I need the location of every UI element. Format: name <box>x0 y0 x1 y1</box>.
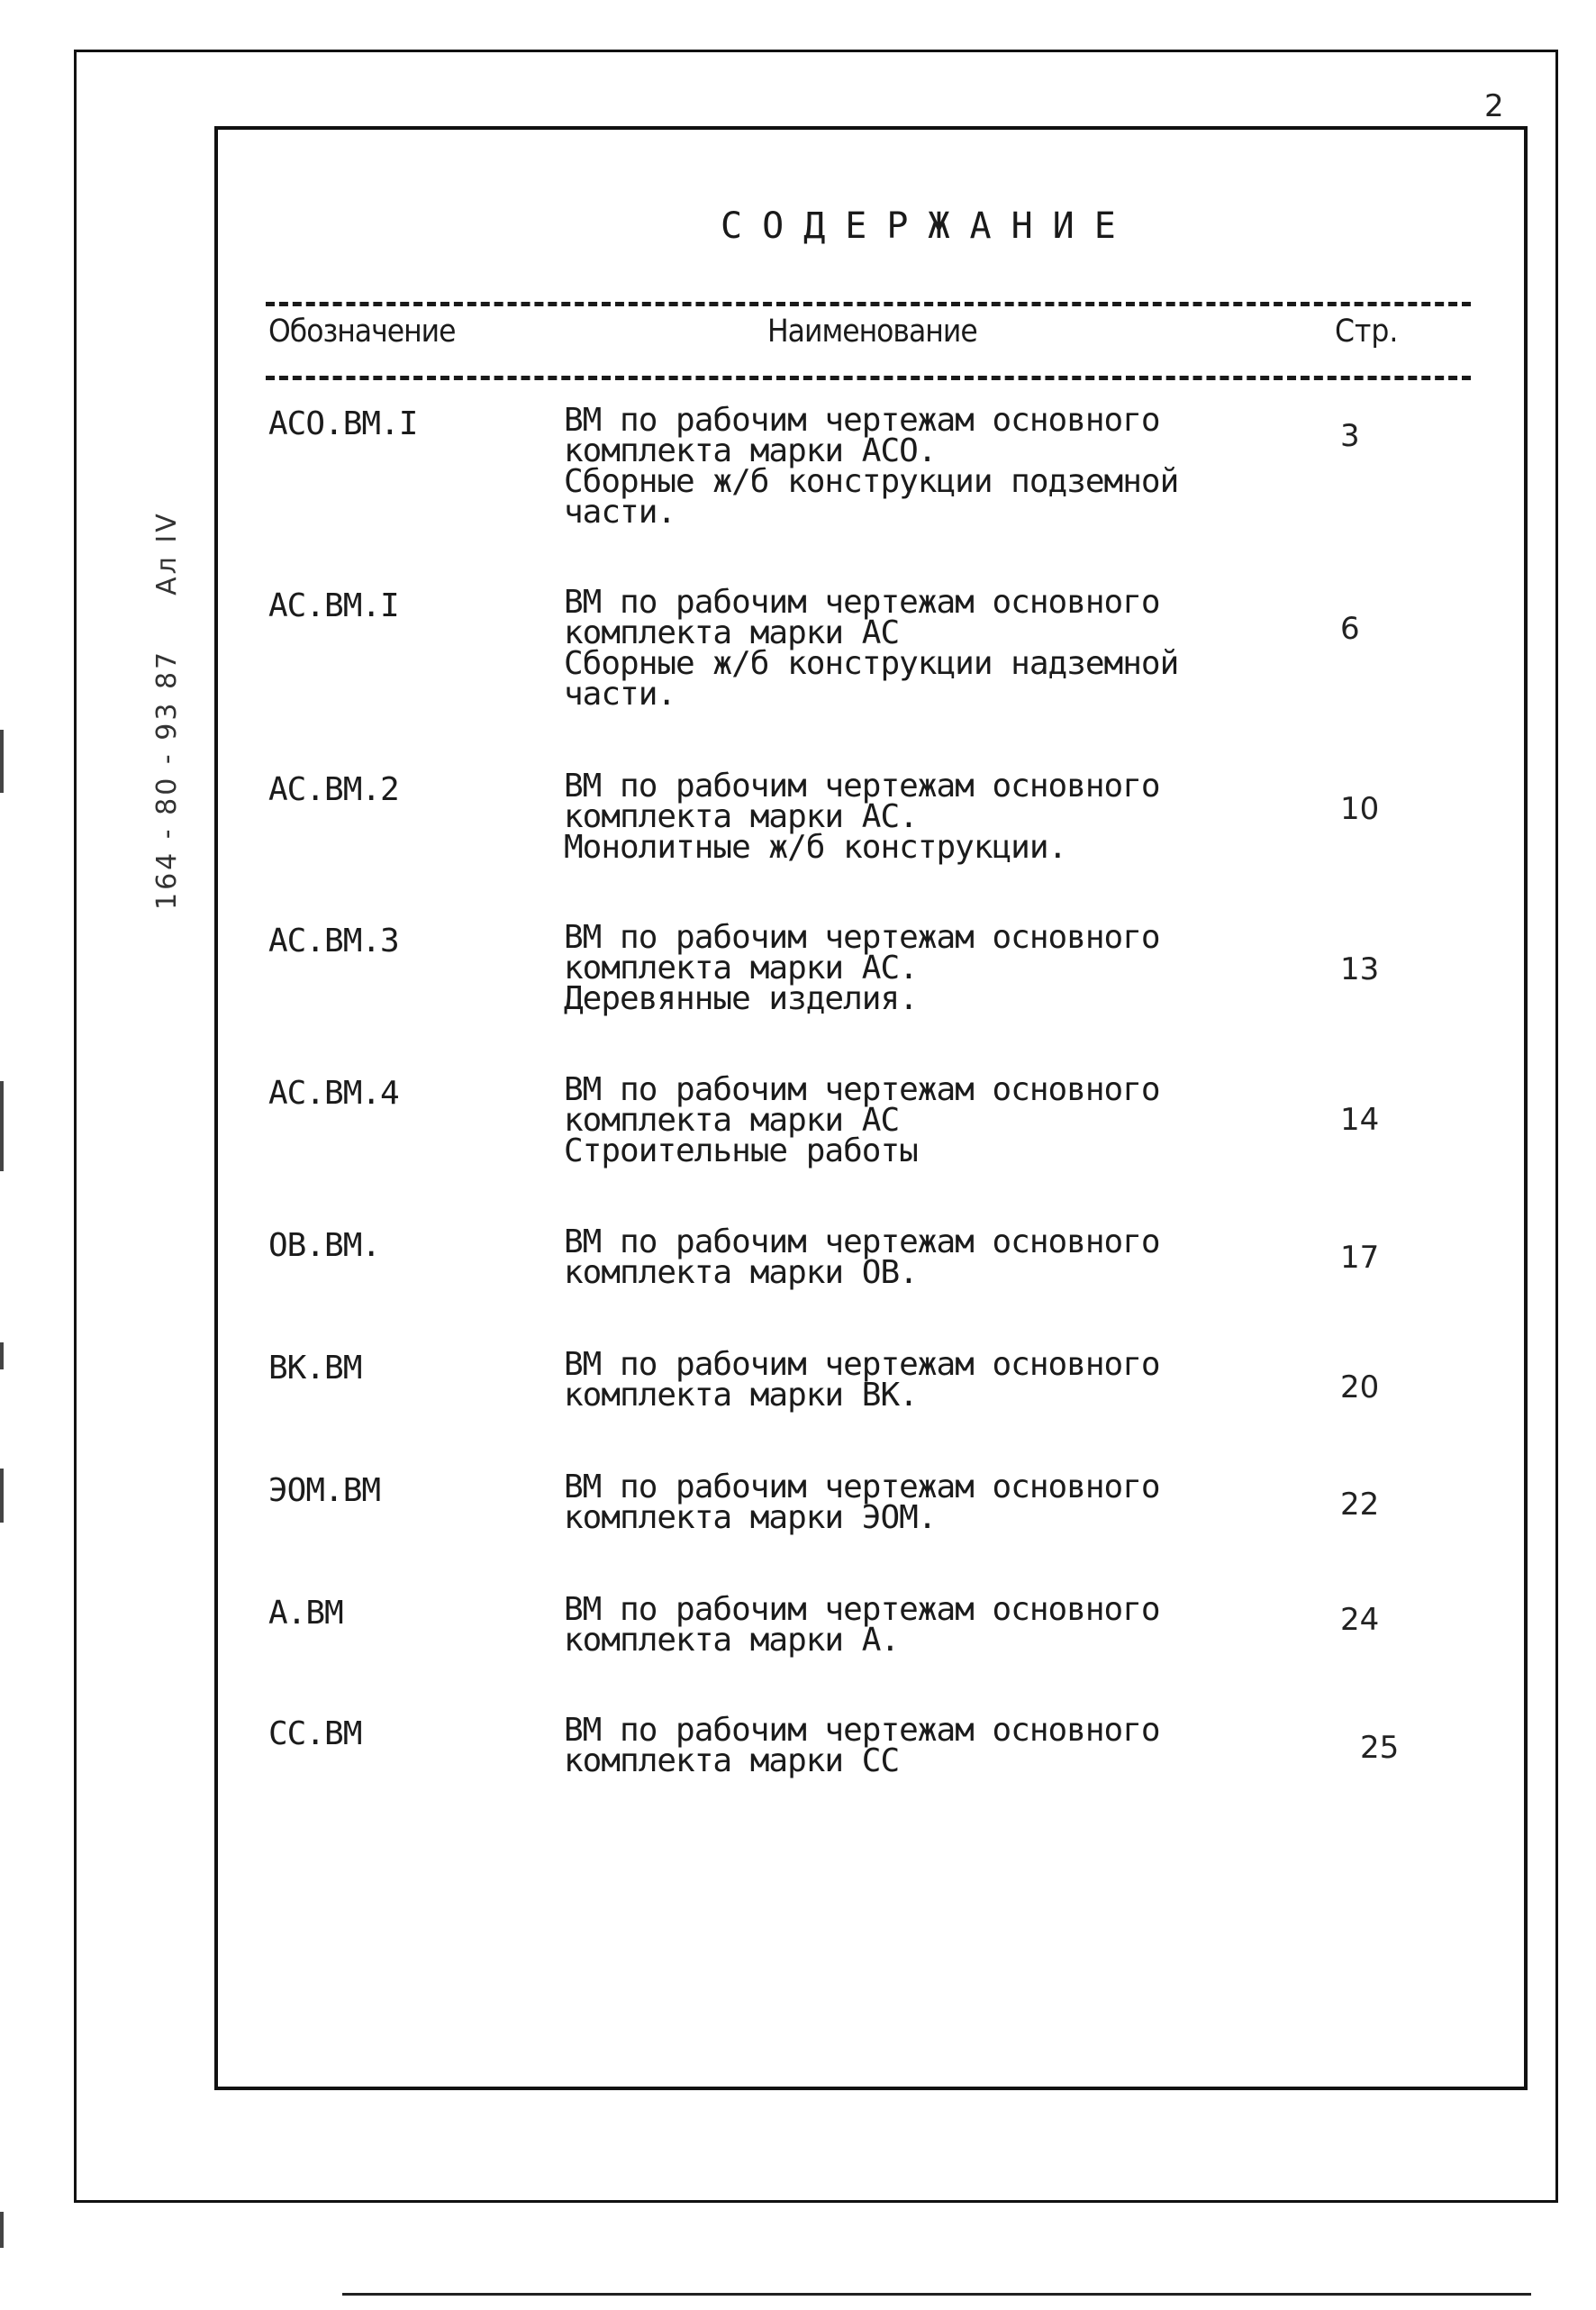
header-divider-bottom <box>266 376 1471 380</box>
row-code: АС.ВМ.4 <box>268 1075 399 1112</box>
row-name-line: Сборные ж/б конструкции надземной <box>564 645 1179 682</box>
row-code: ЭОМ.ВМ <box>268 1472 381 1509</box>
row-name-line: комплекта марки А. <box>564 1622 900 1659</box>
row-page: 10 <box>1340 791 1380 827</box>
row-name <box>564 1223 1284 1291</box>
album-label: Ал IV <box>151 511 183 596</box>
row-name-line: ВМ по рабочим чертежам основного <box>564 1469 1160 1505</box>
row-name <box>564 1712 1284 1779</box>
row-code: А.ВМ <box>268 1595 343 1632</box>
row-name-line: комплекта марки АСО. <box>564 432 937 469</box>
row-code: СС.ВМ <box>268 1715 362 1752</box>
row-name-line: ВМ по рабочим чертежам основного <box>564 1346 1160 1383</box>
row-name-line: ВМ по рабочим чертежам основного <box>564 919 1160 956</box>
row-name-line: комплекта марки СС <box>564 1742 900 1779</box>
row-page: 25 <box>1360 1730 1400 1766</box>
side-stamp <box>151 511 183 910</box>
row-page: 6 <box>1340 611 1360 647</box>
scan-edge-line <box>342 2293 1531 2296</box>
row-name <box>564 1469 1284 1536</box>
row-name-line: комплекта марки ОВ. <box>564 1254 918 1291</box>
row-code: АС.ВМ.2 <box>268 771 399 808</box>
row-name <box>564 768 1284 866</box>
page-title: СОДЕРЖАНИЕ <box>721 205 1136 247</box>
row-name-line: Сборные ж/б конструкции подземной <box>564 463 1179 500</box>
row-page: 3 <box>1340 418 1360 454</box>
row-code: АСО.ВМ.I <box>268 405 418 442</box>
row-code: ВК.ВМ <box>268 1350 362 1387</box>
margin-mark <box>0 1342 4 1369</box>
row-name-line: комплекта марки АС <box>564 1102 900 1139</box>
row-page: 17 <box>1340 1240 1380 1276</box>
row-code: АС.ВМ.3 <box>268 923 399 959</box>
column-header-page: Стр. <box>1335 314 1399 350</box>
row-page: 13 <box>1340 951 1380 987</box>
row-name-line: комплекта марки АС <box>564 614 900 651</box>
row-name-line: ВМ по рабочим чертежам основного <box>564 402 1160 439</box>
row-name <box>564 1591 1284 1659</box>
row-page: 22 <box>1340 1487 1380 1523</box>
row-name-line: части. <box>564 676 676 713</box>
row-name <box>564 584 1284 713</box>
row-name-line: части. <box>564 494 676 531</box>
row-name <box>564 402 1284 531</box>
row-name-line: Строительные работы <box>564 1132 918 1169</box>
margin-mark <box>0 1081 4 1171</box>
header-divider-top <box>266 302 1471 306</box>
row-code: ОВ.ВМ. <box>268 1227 381 1264</box>
row-name-line: ВМ по рабочим чертежам основного <box>564 1712 1160 1749</box>
page-number: 2 <box>1484 88 1504 124</box>
row-code: АС.ВМ.I <box>268 587 399 624</box>
column-header-code: Обозначение <box>268 314 456 350</box>
row-name <box>564 919 1284 1017</box>
row-name-line: ВМ по рабочим чертежам основного <box>564 768 1160 805</box>
column-header-name: Наименование <box>767 314 977 350</box>
margin-mark <box>0 1469 4 1523</box>
row-name-line: комплекта марки ВК. <box>564 1377 918 1414</box>
margin-mark <box>0 2212 4 2248</box>
document-number: 164 - 80 - 93 87 <box>151 649 183 910</box>
margin-mark <box>0 730 4 793</box>
row-name <box>564 1071 1284 1169</box>
row-name-line: ВМ по рабочим чертежам основного <box>564 1071 1160 1108</box>
row-name-line: комплекта марки ЭОМ. <box>564 1499 937 1536</box>
row-name-line: ВМ по рабочим чертежам основного <box>564 584 1160 621</box>
row-name-line: комплекта марки АС. <box>564 950 918 987</box>
row-name-line: Деревянные изделия. <box>564 980 918 1017</box>
row-name-line: ВМ по рабочим чертежам основного <box>564 1223 1160 1260</box>
row-name <box>564 1346 1284 1414</box>
row-name-line: ВМ по рабочим чертежам основного <box>564 1591 1160 1628</box>
row-name-line: Монолитные ж/б конструкции. <box>564 829 1067 866</box>
row-name-line: комплекта марки АС. <box>564 798 918 835</box>
row-page: 24 <box>1340 1602 1380 1638</box>
row-page: 20 <box>1340 1369 1380 1405</box>
row-page: 14 <box>1340 1102 1380 1138</box>
